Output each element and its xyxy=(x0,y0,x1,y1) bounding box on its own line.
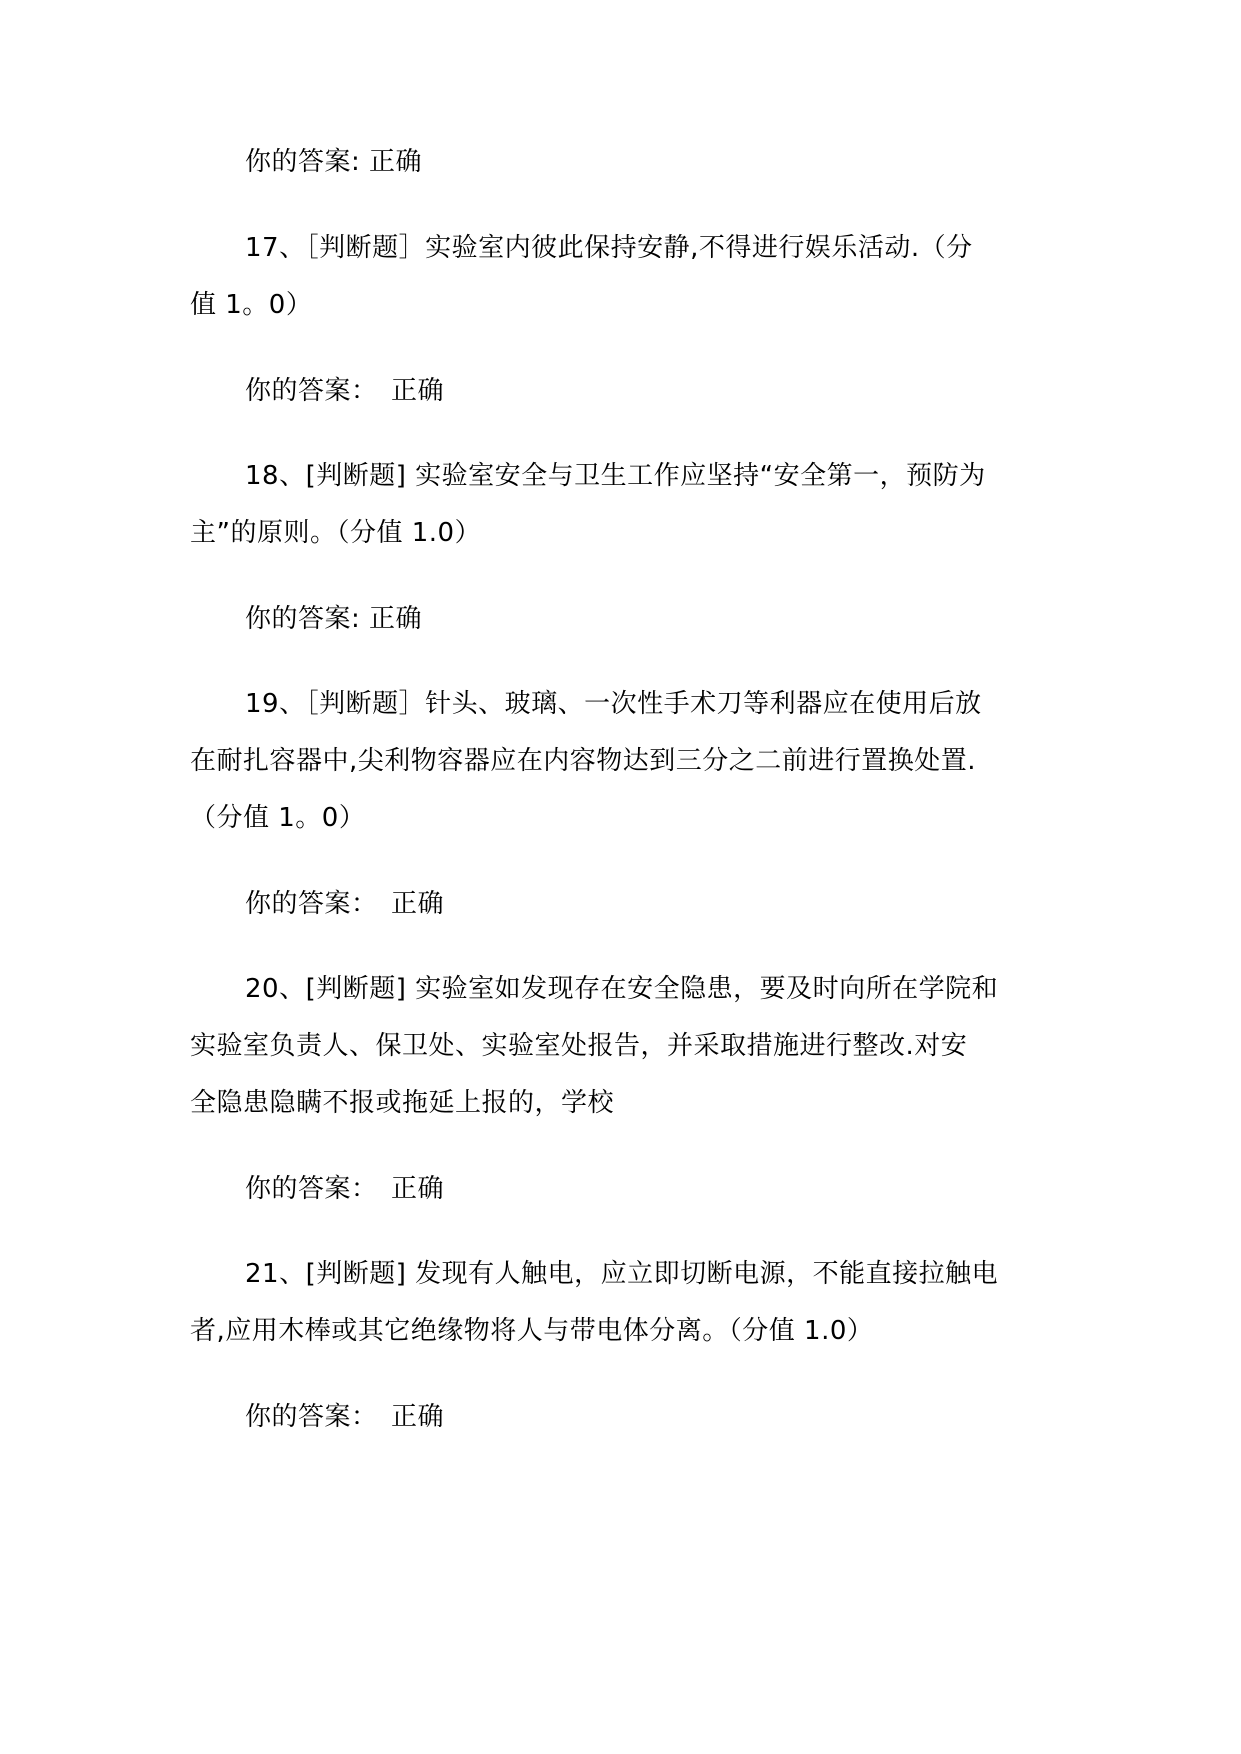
question-line: 主”的原则。（分值 1.0） xyxy=(190,518,482,548)
answer-line: 你的答案： 正确 xyxy=(245,1402,445,1432)
question-line: 17、［判断题］实验室内彼此保持安静,不得进行娱乐活动.（分 xyxy=(245,233,973,263)
answer-line: 你的答案: 正确 xyxy=(245,604,423,634)
question-line: 20、[判断题] 实验室如发现存在安全隐患，要及时向所在学院和 xyxy=(245,974,999,1004)
question-line: 全隐患隐瞒不报或拖延上报的，学校 xyxy=(190,1088,615,1118)
question-line: 实验室负责人、保卫处、实验室处报告，并采取措施进行整改.对安 xyxy=(190,1031,968,1061)
question-line: 21、[判断题] 发现有人触电，应立即切断电源，不能直接拉触电 xyxy=(245,1259,999,1289)
question-line: （分值 1。0） xyxy=(190,803,366,833)
question-line: 者,应用木棒或其它绝缘物将人与带电体分离。（分值 1.0） xyxy=(190,1316,874,1346)
answer-line: 你的答案： 正确 xyxy=(245,1174,445,1204)
question-line: 在耐扎容器中,尖利物容器应在内容物达到三分之二前进行置换处置. xyxy=(190,746,977,776)
answer-line: 你的答案： 正确 xyxy=(245,889,445,919)
question-line: 值 1。0） xyxy=(190,290,313,320)
question-line: 19、［判断题］针头、玻璃、一次性手术刀等利器应在使用后放 xyxy=(245,689,982,719)
answer-line: 你的答案: 正确 xyxy=(245,147,423,177)
answer-line: 你的答案： 正确 xyxy=(245,376,445,406)
question-line: 18、[判断题] 实验室安全与卫生工作应坚持“安全第一，预防为 xyxy=(245,461,986,491)
